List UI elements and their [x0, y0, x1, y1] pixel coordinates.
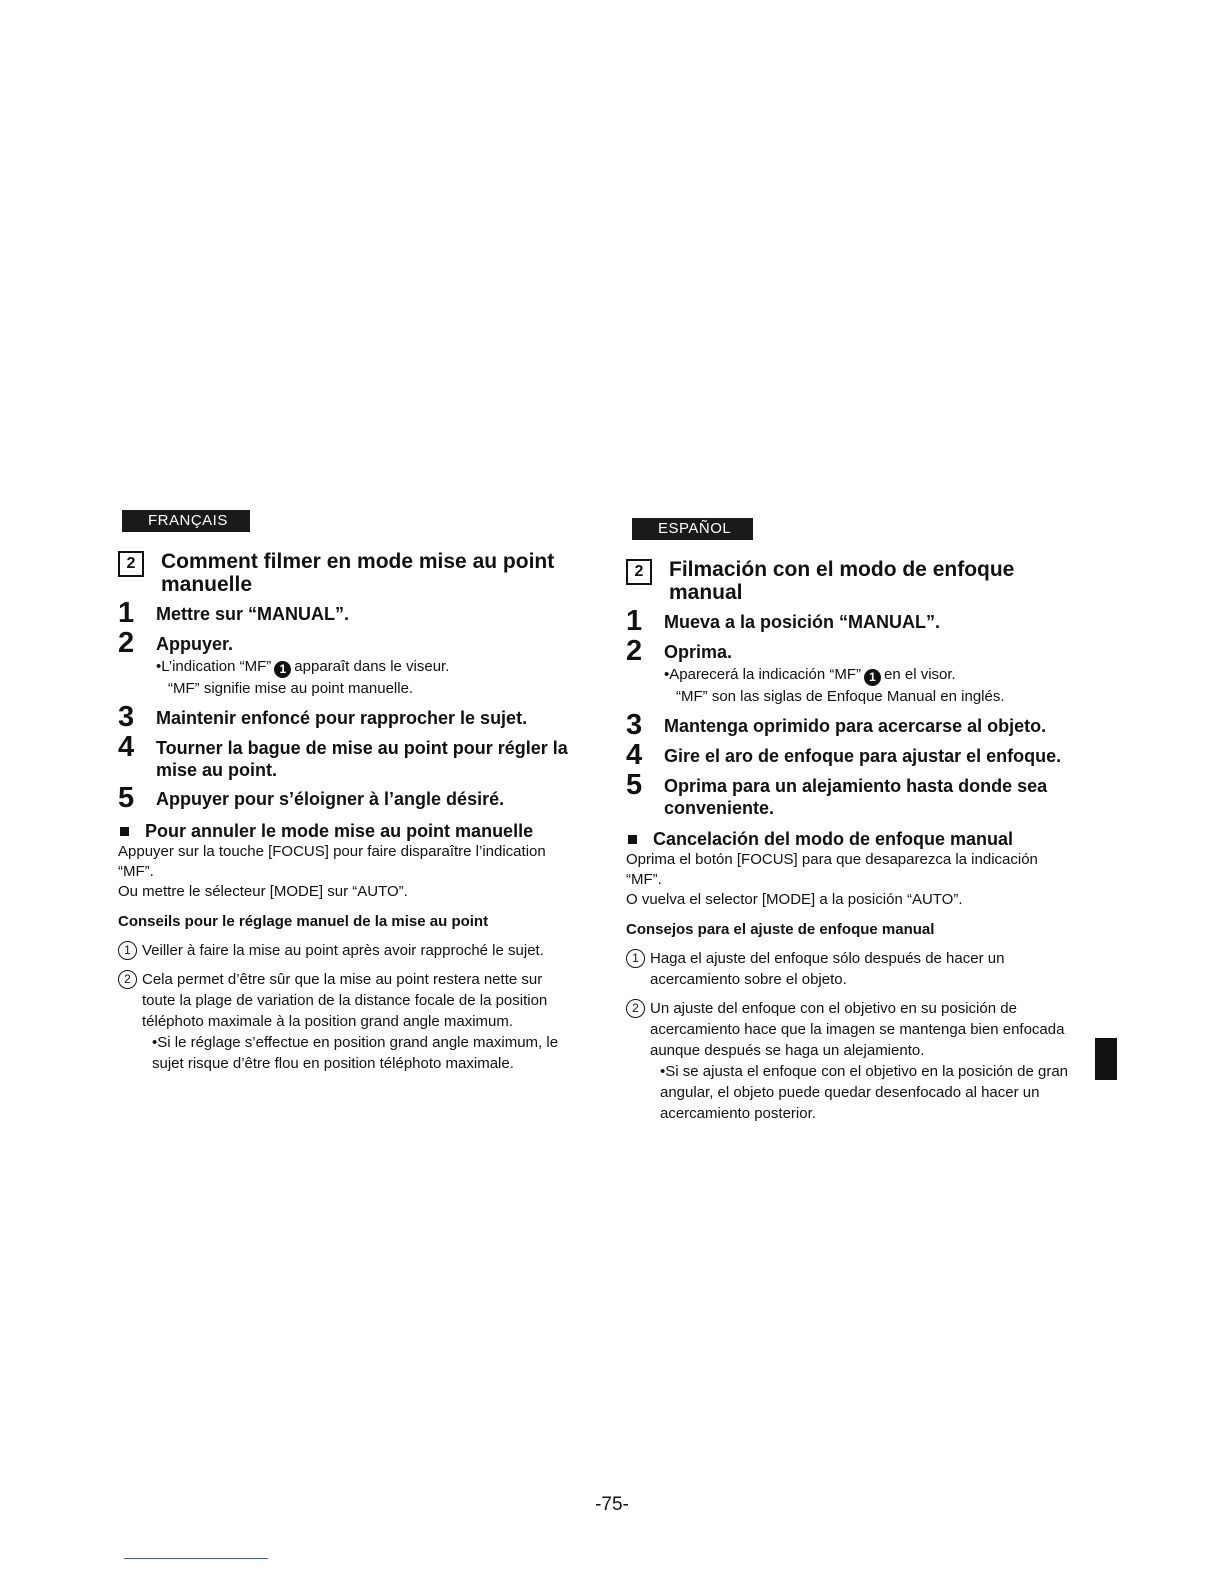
- step-number: 1: [118, 597, 135, 629]
- step-number: 5: [626, 769, 643, 801]
- circled-number-icon: 1: [118, 941, 137, 960]
- cancel-text: Appuyer sur la touche [FOCUS] pour faire disparaître l’indication “MF”.: [118, 843, 546, 880]
- step-text: Appuyer pour s’éloigner à l’angle désiré.: [156, 789, 505, 809]
- spanish-column: [626, 510, 1076, 1124]
- note-text: •Aparecerá la indicación “MF”: [664, 666, 861, 683]
- side-thumb-tab: [1095, 1038, 1117, 1080]
- step-number: 1: [626, 605, 643, 637]
- circled-number-icon: 1: [626, 949, 645, 968]
- tip-2: [626, 998, 1076, 1124]
- step-number: 4: [118, 731, 135, 763]
- section-title: Comment filmer en mode mise au point manuelle: [161, 550, 555, 596]
- step-number: 4: [626, 739, 643, 771]
- footer-rule: [124, 1558, 268, 1559]
- step-text: Appuyer.: [156, 634, 234, 654]
- tips-title: Consejos para el ajuste de enfoque manual: [626, 921, 935, 938]
- step-1: [626, 605, 1076, 637]
- tip-1: [118, 940, 568, 961]
- note-text: “MF” son las siglas de Enfoque Manual en inglés.: [676, 688, 1005, 705]
- language-badge: ESPAÑOL: [632, 518, 753, 540]
- step-4: [118, 731, 568, 781]
- section-number-box: 2: [626, 559, 652, 585]
- section-title: Filmación con el modo de enfoque manual: [669, 558, 1015, 604]
- section-heading: [118, 550, 568, 596]
- step-number: 2: [118, 627, 135, 659]
- callout-marker-icon: 1: [274, 661, 291, 678]
- step-note: [156, 656, 568, 700]
- square-bullet-icon: [120, 827, 129, 836]
- step-text: Gire el aro de enfoque para ajustar el enfoque.: [664, 746, 1062, 766]
- step-note: [664, 664, 1076, 708]
- tip-2: [118, 969, 568, 1074]
- cancel-title: Pour annuler le mode mise au point manuelle: [145, 821, 534, 841]
- note-text: “MF” signifie mise au point manuelle.: [168, 680, 414, 697]
- note-text: •L’indication “MF”: [156, 658, 272, 675]
- tip-text: Haga el ajuste del enfoque sólo después de hacer un acercamiento sobre el objeto.: [650, 950, 1005, 988]
- step-text: Mueva a la posición “MANUAL”.: [664, 612, 941, 632]
- step-text: Maintenir enfoncé pour rapprocher le sujet.: [156, 708, 528, 728]
- section-heading: [626, 558, 1076, 604]
- cancel-heading: [626, 829, 1076, 850]
- cancel-title: Cancelación del modo de enfoque manual: [653, 829, 1014, 849]
- step-text: Oprima.: [664, 642, 733, 662]
- step-number: 3: [118, 701, 135, 733]
- tips-title: Conseils pour le réglage manuel de la mise au point: [118, 913, 489, 930]
- step-text: Mantenga oprimido para acercarse al objeto.: [664, 716, 1047, 736]
- step-number: 2: [626, 635, 643, 667]
- cancel-alt-text: Ou mettre le sélecteur [MODE] sur “AUTO”.: [118, 883, 408, 900]
- tip-1: [626, 948, 1076, 990]
- step-text: Mettre sur “MANUAL”.: [156, 604, 350, 624]
- tip-text: Un ajuste del enfoque con el objetivo en su posición de acercamiento hace que la imagen se mantenga bien enfocada aunque después se haga un alejamiento.: [650, 1000, 1065, 1059]
- step-3: [626, 709, 1076, 741]
- section-number-box: 2: [118, 551, 144, 577]
- cancel-text: Oprima el botón [FOCUS] para que desaparezca la indicación “MF”.: [626, 851, 1038, 888]
- step-5: [626, 769, 1076, 819]
- cancel-heading: [118, 821, 568, 842]
- step-2: [118, 627, 568, 659]
- step-text: Tourner la bague de mise au point pour régler la mise au point.: [156, 738, 568, 780]
- step-1: [118, 597, 568, 629]
- french-column: [118, 510, 568, 1074]
- page-number: -75-: [595, 1494, 629, 1515]
- language-badge: FRANÇAIS: [122, 510, 250, 532]
- circled-number-icon: 2: [118, 970, 137, 989]
- step-2: [626, 635, 1076, 667]
- circled-number-icon: 2: [626, 999, 645, 1018]
- square-bullet-icon: [628, 835, 637, 844]
- step-text: Oprima para un alejamiento hasta donde sea conveniente.: [664, 776, 1048, 818]
- note-text: en el visor.: [884, 666, 956, 683]
- step-3: [118, 701, 568, 733]
- tip-text: Veiller à faire la mise au point après avoir rapproché le sujet.: [142, 942, 544, 959]
- tip-bullet-text: •Si le réglage s’effectue en position grand angle maximum, le sujet risque d’être flou en position téléphoto maximale.: [152, 1034, 559, 1072]
- step-5: [118, 782, 568, 814]
- tip-bullet-text: •Si se ajusta el enfoque con el objetivo en la posición de gran angular, el objeto puede quedar desenfocado al hacer un acercamiento posterior.: [660, 1063, 1069, 1122]
- callout-marker-icon: 1: [864, 669, 881, 686]
- step-4: [626, 739, 1076, 771]
- step-number: 5: [118, 782, 135, 814]
- tip-text: Cela permet d’être sûr que la mise au point restera nette sur toute la plage de variation de la distance focale de la position téléphoto maximale à la position grand angle maximum.: [142, 971, 548, 1030]
- step-number: 3: [626, 709, 643, 741]
- note-text: apparaît dans le viseur.: [294, 658, 450, 675]
- cancel-alt-text: O vuelva el selector [MODE] a la posición “AUTO”.: [626, 891, 963, 908]
